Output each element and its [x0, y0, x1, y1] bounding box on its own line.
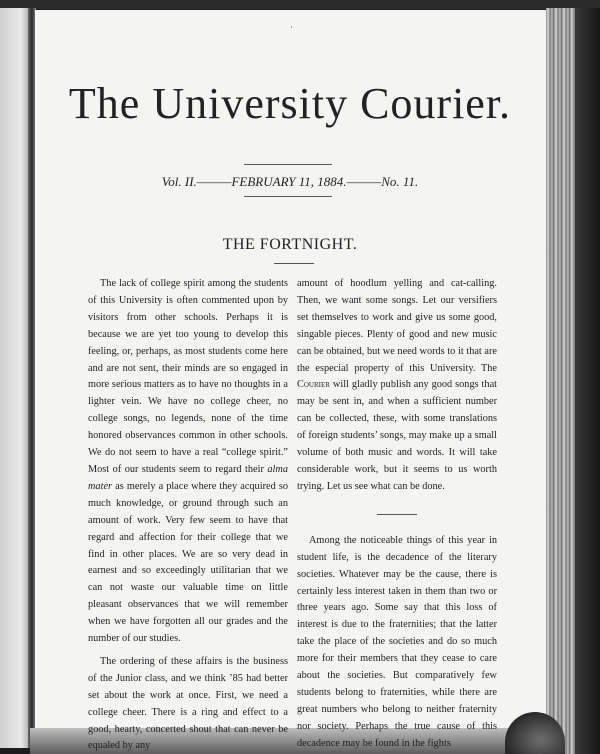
right-column	[297, 276, 497, 753]
page-tick-mark: ·	[290, 22, 293, 32]
left-paragraph-2: The ordering of these affairs is the business of the Junior class, and we think ’85 had better set about the work at once. First, we need a college cheer. There is a ring and effect to a good, hearty, concerted shout that can never be equaled by any	[88, 655, 288, 752]
issue-date: FEBRUARY 11, 1884.	[231, 174, 347, 189]
book-cover-edge	[575, 8, 600, 754]
section-title: THE FORTNIGHT.	[222, 236, 358, 253]
left-column	[88, 276, 288, 754]
issue-number: No. 11.	[381, 174, 419, 189]
right-paragraph-2: Among the noticeable things of this year in student life, is the decadence of the literary societies. Whatever may be the cause, there is certainly less interest taken in them than two or three years ago. Some say that this loss of interest is due to the fraternities; that the latter take the place of the societies and do so much more for their members that they cease to care about the societies. But comparatively few students belong to fraternities, while there are great numbers who belong to neither fraternity nor society. Perhaps the true cause of this decadence may be found in the fights	[297, 534, 497, 749]
issue-line: Vol. II.———FEBRUARY 11, 1884.———No. 11.	[161, 174, 419, 189]
right-paragraph-1	[297, 276, 497, 496]
book-top-edge	[0, 0, 600, 9]
section-title-rule	[274, 263, 314, 264]
column-divider-rule	[377, 514, 417, 515]
left-page-edge	[0, 8, 30, 748]
masthead-title: The University Courier.	[68, 79, 512, 128]
left-paragraph-1	[88, 276, 288, 648]
issue-rule-bottom	[244, 196, 332, 197]
courier-small-caps: Courier	[297, 379, 330, 391]
issue-volume: Vol. II.	[161, 174, 197, 189]
right-paragraph-1-rest: will gladly publish any good songs that may be sent in, and when a sufficient number can be collected, these, with some translations of foreign students’ songs, may make up a small volume of both music and words. It will take considerable work, but it seems to us worth trying. Let us see what can be done.	[297, 379, 497, 492]
issue-rule-top	[244, 164, 332, 165]
left-paragraph-1-text: The lack of college spirit among the students of this University is often commented upon by visitors from other schools. Perhaps it is because we are yet too young to develop this feeling, or, perhaps, as most students come here and are not sent, their minds are so engaged in more serious matters as to have no thoughts in a lighter vein. We have no college cheer, no college songs, no legends, none of the time honored observances common in other schools. We do not seem to have a real “college spirit.” Most of our students seem to regard their	[88, 278, 288, 475]
left-paragraph-1-rest: as merely a place where they acquired so much knowledge, or ground through such an amount of work. Very few seem to have that regard and affection for their college that we find in other places. We are so very dead in earnest and so exceedingly utilitarian that we can not waste our valuable time on little pleasant observances that we will remember when we have forgotten all our grades and the number of our studies.	[88, 480, 288, 645]
right-paragraph-1-text: amount of hoodlum yelling and cat-calling. Then, we want some songs. Let our versifiers set themselves to work and give us some good, singable pieces. Plenty of good and new music can be obtained, but we need words to it that are the especial property of this University. The	[297, 278, 497, 374]
alma-mater-italic: alma mater	[88, 463, 289, 492]
